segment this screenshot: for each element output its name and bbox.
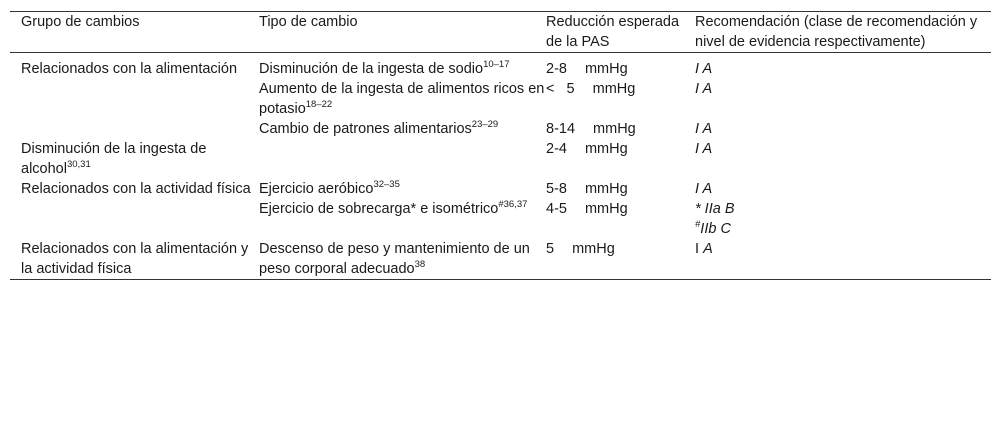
recommendation-cell: [695, 239, 991, 280]
header-group: Grupo de cambios: [21, 14, 140, 30]
table-row: [10, 79, 991, 119]
reduction-value: < 5: [546, 81, 575, 97]
type-cell: [259, 53, 546, 80]
citation: #36,37: [498, 199, 528, 211]
rec-italic: I A: [695, 121, 713, 137]
reduction-cell: [546, 239, 695, 280]
rec-italic: I A: [695, 181, 713, 197]
rec-italic: I A: [695, 61, 713, 77]
type-text: Descenso de peso y mantenimiento de un peso corporal adecuado: [259, 241, 530, 277]
group-text: Relacionados con la alimentación y la actividad física: [21, 241, 249, 277]
rec-italic: I A: [695, 81, 713, 97]
citation: 10–17: [483, 59, 510, 71]
table-row: [10, 119, 991, 139]
group-text: Disminución de la ingesta de alcohol: [21, 141, 207, 177]
reduction-unit: mmHg: [584, 201, 628, 217]
table-row: [10, 179, 991, 199]
type-text: Ejercicio aeróbico: [259, 181, 374, 197]
rec-italic: A: [703, 241, 713, 257]
group-cell: [10, 139, 259, 179]
citation: 32–35: [373, 179, 400, 191]
rec-line-2: [695, 219, 991, 239]
reduction-cell: [546, 79, 695, 119]
table-header-row: [10, 12, 991, 53]
reduction-value: 8-14: [546, 121, 576, 137]
group-cell: [10, 53, 259, 80]
reduction-unit: mmHg: [572, 241, 615, 257]
rec-italic: I A: [695, 141, 713, 157]
citation: 38: [414, 259, 426, 271]
reduction-value: 5-8: [546, 181, 567, 197]
reduction-cell: [546, 139, 695, 179]
recommendations-table: [10, 11, 991, 280]
header-reduction: Reducción esperada de la PAS: [546, 14, 680, 50]
table-row: [10, 53, 991, 80]
table-row: [10, 239, 991, 280]
reduction-value: 2-8: [546, 61, 567, 77]
type-text: Ejercicio de sobrecarga* e isométrico: [259, 201, 499, 217]
rec-line-2-text: IIb C: [700, 221, 731, 237]
group-text: Relacionados con la actividad física: [21, 181, 251, 197]
group-cell: [10, 199, 259, 239]
group-text: Relacionados con la alimentación: [21, 61, 238, 77]
reduction-cell: [546, 179, 695, 199]
reduction-value: 2-4: [546, 141, 567, 157]
recommendation-cell: [695, 179, 991, 199]
recommendation-cell: [695, 79, 991, 119]
type-text: Aumento de la ingesta de alimentos ricos en potasio: [259, 81, 545, 117]
citation: 18–22: [305, 99, 333, 111]
reduction-cell: [546, 119, 695, 139]
table-row: [10, 199, 991, 239]
rec-plain: I: [695, 241, 704, 257]
header-type: Tipo de cambio: [259, 14, 358, 30]
table-row: [10, 139, 991, 179]
recommendation-cell: [695, 139, 991, 179]
type-text: Cambio de patrones alimentarios: [259, 121, 472, 137]
reduction-unit: mmHg: [592, 81, 636, 97]
group-cell: [10, 79, 259, 119]
reduction-cell: [546, 53, 695, 80]
type-cell: [259, 179, 546, 199]
type-cell: [259, 199, 546, 239]
reduction-unit: mmHg: [584, 141, 628, 157]
rec-line-1: * IIa B: [695, 201, 735, 217]
citation: 23–29: [471, 119, 499, 131]
citation: 30,31: [66, 159, 91, 171]
group-cell: [10, 119, 259, 139]
recommendation-cell: [695, 199, 991, 239]
reduction-value: 5: [546, 241, 555, 257]
header-recommendation: Recomendación (clase de recomendación y nivel de evidencia respectivamente): [695, 14, 978, 50]
group-cell: [10, 179, 259, 199]
type-text: Disminución de la ingesta de sodio: [259, 61, 484, 77]
reduction-unit: mmHg: [584, 61, 628, 77]
reduction-cell: [546, 199, 695, 239]
type-cell: [259, 139, 546, 179]
recommendation-cell: [695, 119, 991, 139]
type-cell: [259, 239, 546, 280]
reduction-value: 4-5: [546, 201, 567, 217]
recommendation-cell: [695, 53, 991, 80]
reduction-unit: mmHg: [593, 121, 636, 137]
hash-mark: #: [695, 219, 701, 231]
type-cell: [259, 119, 546, 139]
group-cell: [10, 239, 259, 280]
reduction-unit: mmHg: [584, 181, 628, 197]
type-cell: [259, 79, 546, 119]
